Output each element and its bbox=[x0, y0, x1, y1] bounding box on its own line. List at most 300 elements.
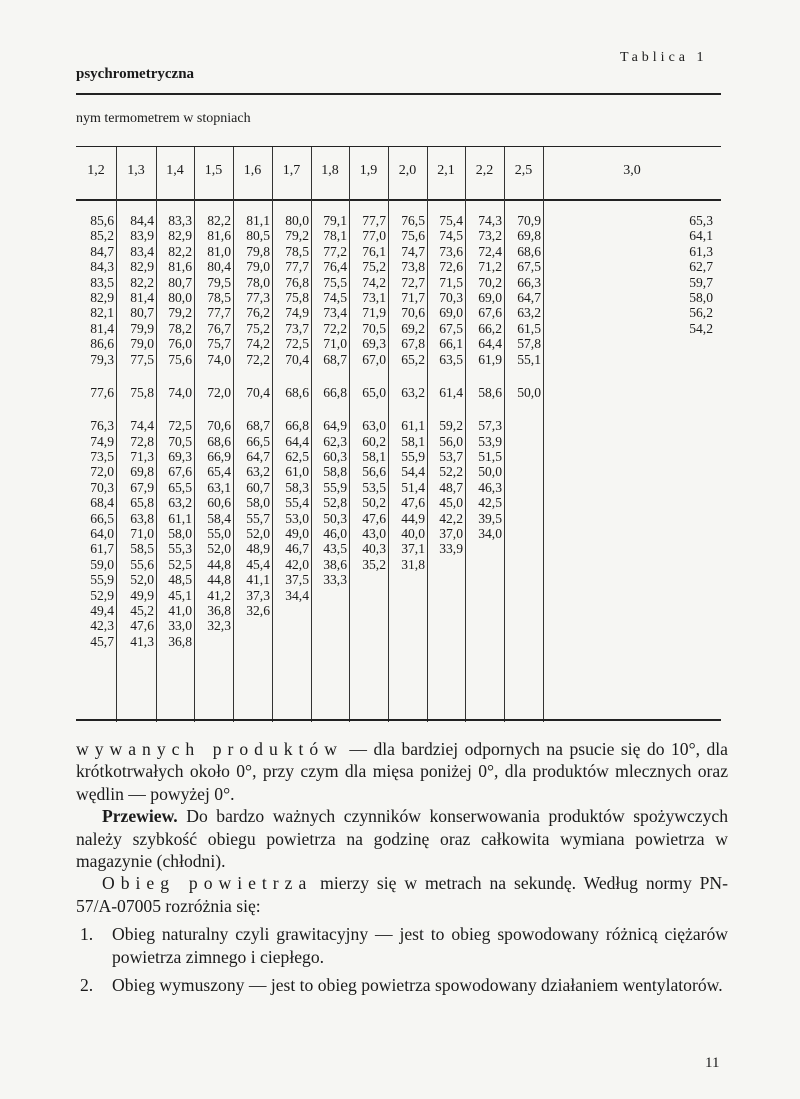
table-cell: 42,2 bbox=[439, 510, 463, 526]
table-cell: 79,5 bbox=[207, 274, 231, 290]
table-number-label: Tablica 1 bbox=[620, 50, 708, 65]
table-column bbox=[388, 213, 425, 572]
table-cell: 71,7 bbox=[401, 289, 425, 305]
table-cell: 60,7 bbox=[246, 479, 270, 495]
column-header: 1,3 bbox=[127, 163, 145, 178]
table-cell: 75,8 bbox=[130, 384, 154, 400]
list-item bbox=[76, 923, 728, 968]
table-cell: 42,3 bbox=[90, 618, 114, 634]
table-cell: 74,9 bbox=[90, 433, 114, 449]
table-cell: 67,6 bbox=[478, 305, 502, 321]
table-cell: 69,8 bbox=[517, 228, 541, 244]
table-cell: 45,7 bbox=[90, 633, 114, 649]
table-cell: 42,5 bbox=[478, 495, 502, 511]
row-gap bbox=[349, 400, 386, 418]
column-divider bbox=[504, 147, 505, 722]
table-cell: 61,7 bbox=[90, 541, 114, 557]
column-header: 3,0 bbox=[623, 163, 641, 178]
table-cell: 67,5 bbox=[439, 320, 463, 336]
list-number: 1. bbox=[80, 924, 94, 945]
table-cell: 35,2 bbox=[362, 556, 386, 572]
table-cell: 76,5 bbox=[401, 213, 425, 228]
table-cell: 48,7 bbox=[439, 479, 463, 495]
table-cell: 56,0 bbox=[439, 433, 463, 449]
table-cell: 82,9 bbox=[130, 259, 154, 275]
table-cell: 53,5 bbox=[362, 479, 386, 495]
paragraph-text: Do bardzo ważnych czynników konserwowania produktów spożywczych należy szybkość obiegu powietrza na godzinę oraz całkowita wymiana powietrza w magazynie (chłodni). bbox=[76, 806, 728, 872]
table-cell: 72,5 bbox=[168, 418, 192, 434]
table-cell: 65,5 bbox=[168, 479, 192, 495]
table-cell: 58,1 bbox=[362, 449, 386, 465]
table-cell: 72,4 bbox=[478, 243, 502, 259]
table-cell: 86,6 bbox=[90, 336, 114, 352]
table-cell: 62,5 bbox=[285, 449, 309, 465]
table-cell: 73,7 bbox=[285, 320, 309, 336]
table-cell: 73,4 bbox=[323, 305, 347, 321]
table-cell: 82,9 bbox=[90, 289, 114, 305]
row-gap bbox=[76, 367, 114, 385]
column-divider bbox=[311, 147, 312, 722]
table-cell: 68,7 bbox=[246, 418, 270, 434]
table-cell: 83,9 bbox=[130, 228, 154, 244]
table-cell: 70,6 bbox=[207, 418, 231, 434]
table-cell: 74,2 bbox=[362, 274, 386, 290]
table-cell: 71,5 bbox=[439, 274, 463, 290]
table-cell: 65,2 bbox=[401, 351, 425, 367]
table-cell: 74,3 bbox=[478, 213, 502, 228]
table-cell: 82,2 bbox=[130, 274, 154, 290]
column-header: 2,5 bbox=[514, 163, 533, 178]
table-cell: 74,0 bbox=[168, 384, 192, 400]
table-cell: 79,3 bbox=[90, 351, 114, 367]
table-cell: 71,0 bbox=[130, 526, 154, 542]
table-column bbox=[311, 213, 347, 588]
table-cell: 55,9 bbox=[401, 449, 425, 465]
table-cell: 70,9 bbox=[517, 213, 541, 228]
table-column bbox=[504, 213, 541, 400]
table-cell: 71,0 bbox=[323, 336, 347, 352]
table-cell: 67,6 bbox=[168, 464, 192, 480]
table-cell: 45,2 bbox=[130, 602, 154, 618]
table-cell: 57,3 bbox=[478, 418, 502, 434]
table-cell: 38,6 bbox=[323, 556, 347, 572]
table-cell: 56,2 bbox=[689, 305, 713, 321]
table-cell: 58,0 bbox=[689, 289, 713, 305]
table-cell: 81,0 bbox=[207, 243, 231, 259]
table-cell: 55,0 bbox=[207, 526, 231, 542]
row-gap bbox=[465, 400, 502, 418]
table-cell: 74,9 bbox=[285, 305, 309, 321]
column-header: 1,5 bbox=[204, 163, 223, 178]
table-cell: 67,8 bbox=[401, 336, 425, 352]
table-cell: 77,3 bbox=[246, 289, 270, 305]
table-cell: 70,3 bbox=[439, 289, 463, 305]
psychrometric-table bbox=[76, 146, 721, 722]
table-cell: 75,4 bbox=[439, 213, 463, 228]
table-cell: 65,8 bbox=[130, 495, 154, 511]
table-cell: 64,4 bbox=[285, 433, 309, 449]
table-cell: 76,8 bbox=[285, 274, 309, 290]
table-cell: 62,3 bbox=[323, 433, 347, 449]
table-cell: 70,5 bbox=[362, 320, 386, 336]
paragraph-storage bbox=[76, 738, 728, 805]
table-cell: 80,5 bbox=[246, 228, 270, 244]
table-cell: 37,3 bbox=[246, 587, 270, 603]
table-cell: 76,7 bbox=[207, 320, 231, 336]
table-cell: 85,6 bbox=[90, 213, 114, 228]
column-divider bbox=[194, 147, 195, 722]
table-column bbox=[465, 213, 502, 541]
table-cell: 50,0 bbox=[478, 464, 502, 480]
column-header: 1,6 bbox=[243, 163, 262, 178]
row-gap bbox=[388, 400, 425, 418]
table-cell: 75,8 bbox=[285, 289, 309, 305]
table-cell: 66,5 bbox=[90, 510, 114, 526]
table-cell: 72,0 bbox=[207, 384, 231, 400]
table-cell: 66,1 bbox=[439, 336, 463, 352]
table-cell: 76,0 bbox=[168, 336, 192, 352]
table-cell: 60,2 bbox=[362, 433, 386, 449]
table-cell: 64,1 bbox=[689, 228, 713, 244]
table-cell: 67,5 bbox=[517, 259, 541, 275]
table-cell: 43,5 bbox=[323, 541, 347, 557]
table-cell: 72,6 bbox=[439, 259, 463, 275]
column-header: 1,2 bbox=[87, 163, 105, 178]
table-cell: 36,8 bbox=[168, 633, 192, 649]
row-gap bbox=[388, 367, 425, 385]
table-cell: 63,2 bbox=[246, 464, 270, 480]
table-column bbox=[272, 213, 309, 603]
paragraph-przewiew bbox=[76, 805, 728, 872]
table-cell: 45,4 bbox=[246, 556, 270, 572]
table-cell: 58,0 bbox=[246, 495, 270, 511]
table-cell: 77,0 bbox=[362, 228, 386, 244]
row-gap bbox=[311, 400, 347, 418]
table-cell: 83,3 bbox=[168, 213, 192, 228]
table-cell: 73,1 bbox=[362, 289, 386, 305]
table-cell: 44,8 bbox=[207, 572, 231, 588]
column-header: 1,8 bbox=[321, 163, 339, 178]
table-cell: 55,4 bbox=[285, 495, 309, 511]
table-cell: 79,2 bbox=[285, 228, 309, 244]
table-cell: 81,4 bbox=[90, 320, 114, 336]
table-cell: 67,0 bbox=[362, 351, 386, 367]
list-text: Obieg wymuszony — jest to obieg powietrza spowodowany działaniem wentylatorów. bbox=[112, 975, 723, 996]
table-cell: 79,9 bbox=[130, 320, 154, 336]
table-cell: 42,0 bbox=[285, 556, 309, 572]
table-cell: 66,8 bbox=[285, 418, 309, 434]
table-cell: 37,5 bbox=[285, 572, 309, 588]
table-cell: 63,2 bbox=[168, 495, 192, 511]
table-cell: 64,9 bbox=[323, 418, 347, 434]
table-cell: 44,9 bbox=[401, 510, 425, 526]
table-cell: 82,2 bbox=[207, 213, 231, 228]
spaced-term: wywanych produktów bbox=[76, 739, 343, 759]
table-cell: 46,0 bbox=[323, 526, 347, 542]
column-divider bbox=[465, 147, 466, 722]
column-divider bbox=[543, 147, 544, 722]
table-cell: 52,0 bbox=[130, 572, 154, 588]
table-cell: 47,6 bbox=[362, 510, 386, 526]
column-divider bbox=[388, 147, 389, 722]
table-cell: 76,2 bbox=[246, 305, 270, 321]
table-cell: 33,9 bbox=[439, 541, 463, 557]
table-cell: 63,2 bbox=[401, 384, 425, 400]
table-cell: 61,3 bbox=[689, 243, 713, 259]
table-cell: 63,5 bbox=[439, 351, 463, 367]
table-cell: 75,2 bbox=[362, 259, 386, 275]
table-cell: 60,3 bbox=[323, 449, 347, 465]
table-cell: 64,7 bbox=[517, 289, 541, 305]
table-cell: 74,2 bbox=[246, 336, 270, 352]
table-column bbox=[116, 213, 154, 649]
row-gap bbox=[349, 367, 386, 385]
column-divider bbox=[233, 147, 234, 722]
column-header: 2,1 bbox=[437, 163, 455, 178]
row-gap bbox=[116, 367, 154, 385]
table-cell: 52,2 bbox=[439, 464, 463, 480]
table-cell: 44,8 bbox=[207, 556, 231, 572]
row-gap bbox=[504, 367, 541, 385]
table-cell: 60,6 bbox=[207, 495, 231, 511]
table-cell: 55,9 bbox=[90, 572, 114, 588]
table-cell: 45,1 bbox=[168, 587, 192, 603]
table-cell: 77,7 bbox=[362, 213, 386, 228]
table-cell: 63,2 bbox=[517, 305, 541, 321]
table-cell: 85,2 bbox=[90, 228, 114, 244]
table-cell: 77,7 bbox=[285, 259, 309, 275]
column-divider bbox=[116, 147, 117, 722]
table-header-row bbox=[76, 147, 721, 201]
table-cell: 33,0 bbox=[168, 618, 192, 634]
table-cell: 55,7 bbox=[246, 510, 270, 526]
table-cell: 75,6 bbox=[401, 228, 425, 244]
table-cell: 79,1 bbox=[323, 213, 347, 228]
table-cell: 45,0 bbox=[439, 495, 463, 511]
table-cell: 70,6 bbox=[401, 305, 425, 321]
table-cell: 51,4 bbox=[401, 479, 425, 495]
table-cell: 61,4 bbox=[439, 384, 463, 400]
paragraph-text: mierzy się w metrach na sekundę. Według normy PN-57/A-07005 rozróżnia się: bbox=[76, 873, 728, 916]
bold-term: Przewiew. bbox=[102, 806, 178, 827]
table-column bbox=[156, 213, 192, 649]
table-cell: 41,2 bbox=[207, 587, 231, 603]
table-cell: 49,0 bbox=[285, 526, 309, 542]
column-divider bbox=[349, 147, 350, 722]
table-cell: 59,0 bbox=[90, 556, 114, 572]
table-cell: 73,6 bbox=[439, 243, 463, 259]
table-cell: 32,6 bbox=[246, 602, 270, 618]
table-cell: 54,4 bbox=[401, 464, 425, 480]
table-cell: 70,2 bbox=[478, 274, 502, 290]
table-cell: 55,3 bbox=[168, 541, 192, 557]
table-cell: 80,4 bbox=[207, 259, 231, 275]
table-cell: 74,7 bbox=[401, 243, 425, 259]
table-cell: 52,5 bbox=[168, 556, 192, 572]
table-cell: 65,3 bbox=[689, 213, 713, 228]
table-column bbox=[76, 213, 114, 649]
table-cell: 79,2 bbox=[168, 305, 192, 321]
table-subheading: nym termometrem w stopniach bbox=[76, 111, 251, 126]
bottom-rule bbox=[76, 719, 721, 721]
table-cell: 74,4 bbox=[130, 418, 154, 434]
table-cell: 63,0 bbox=[362, 418, 386, 434]
table-cell: 76,1 bbox=[362, 243, 386, 259]
table-cell: 66,3 bbox=[517, 274, 541, 290]
table-cell: 52,8 bbox=[323, 495, 347, 511]
row-gap bbox=[194, 400, 231, 418]
table-cell: 78,5 bbox=[207, 289, 231, 305]
table-cell: 68,6 bbox=[285, 384, 309, 400]
table-cell: 62,7 bbox=[689, 259, 713, 275]
table-cell: 71,2 bbox=[478, 259, 502, 275]
table-column bbox=[349, 213, 386, 572]
table-cell: 70,5 bbox=[168, 433, 192, 449]
list-item bbox=[76, 974, 728, 996]
table-cell: 77,2 bbox=[323, 243, 347, 259]
column-divider bbox=[272, 147, 273, 722]
table-cell: 68,7 bbox=[323, 351, 347, 367]
table-cell: 69,3 bbox=[168, 449, 192, 465]
body-text bbox=[76, 738, 728, 996]
table-cell: 84,7 bbox=[90, 243, 114, 259]
table-cell: 58,4 bbox=[207, 510, 231, 526]
table-cell: 52,0 bbox=[207, 541, 231, 557]
column-header: 2,2 bbox=[475, 163, 494, 178]
table-cell: 69,0 bbox=[478, 289, 502, 305]
table-cell: 66,9 bbox=[207, 449, 231, 465]
table-cell: 75,5 bbox=[323, 274, 347, 290]
table-cell: 58,6 bbox=[478, 384, 502, 400]
table-cell: 72,8 bbox=[130, 433, 154, 449]
table-cell: 66,5 bbox=[246, 433, 270, 449]
table-cell: 75,2 bbox=[246, 320, 270, 336]
table-cell: 50,2 bbox=[362, 495, 386, 511]
table-cell: 66,2 bbox=[478, 320, 502, 336]
table-cell: 55,1 bbox=[517, 351, 541, 367]
table-cell: 81,6 bbox=[207, 228, 231, 244]
page-number: 11 bbox=[705, 1055, 720, 1071]
table-cell: 34,4 bbox=[285, 587, 309, 603]
table-cell: 72,2 bbox=[323, 320, 347, 336]
table-cell: 32,3 bbox=[207, 618, 231, 634]
table-cell: 58,5 bbox=[130, 541, 154, 557]
table-cell: 52,9 bbox=[90, 587, 114, 603]
table-cell: 70,4 bbox=[246, 384, 270, 400]
table-cell: 83,5 bbox=[90, 274, 114, 290]
table-cell: 54,2 bbox=[689, 320, 713, 336]
table-cell: 61,1 bbox=[168, 510, 192, 526]
table-cell: 46,7 bbox=[285, 541, 309, 557]
table-cell: 47,6 bbox=[130, 618, 154, 634]
table-cell: 77,6 bbox=[90, 384, 114, 400]
table-cell: 81,6 bbox=[168, 259, 192, 275]
row-gap bbox=[427, 400, 463, 418]
table-cell: 48,9 bbox=[246, 541, 270, 557]
row-gap bbox=[272, 367, 309, 385]
numbered-list bbox=[76, 923, 728, 996]
table-cell: 68,6 bbox=[517, 243, 541, 259]
table-cell: 81,4 bbox=[130, 289, 154, 305]
table-cell: 61,9 bbox=[478, 351, 502, 367]
table-cell: 72,5 bbox=[285, 336, 309, 352]
table-cell: 74,5 bbox=[323, 289, 347, 305]
table-cell: 64,0 bbox=[90, 526, 114, 542]
table-cell: 69,2 bbox=[401, 320, 425, 336]
table-cell: 49,4 bbox=[90, 602, 114, 618]
spaced-term: Obieg powietrza bbox=[102, 873, 313, 894]
table-cell: 71,3 bbox=[130, 449, 154, 465]
row-gap bbox=[233, 400, 270, 418]
list-text: Obieg naturalny czyli grawitacyjny — jest to obieg spowodowany różnicą ciężarów powietrza zimnego i ciepłego. bbox=[112, 924, 728, 967]
table-cell: 71,9 bbox=[362, 305, 386, 321]
row-gap bbox=[194, 367, 231, 385]
table-cell: 80,0 bbox=[168, 289, 192, 305]
table-cell: 82,2 bbox=[168, 243, 192, 259]
table-cell: 70,3 bbox=[90, 479, 114, 495]
table-cell: 72,0 bbox=[90, 464, 114, 480]
table-cell: 64,4 bbox=[478, 336, 502, 352]
table-cell: 65,0 bbox=[362, 384, 386, 400]
table-cell: 69,3 bbox=[362, 336, 386, 352]
table-cell: 74,0 bbox=[207, 351, 231, 367]
row-gap bbox=[233, 367, 270, 385]
table-cell: 40,0 bbox=[401, 526, 425, 542]
table-cell: 70,4 bbox=[285, 351, 309, 367]
paragraph-text: — dla bardziej odpornych na psucie się do 10°, dla krótkotrwałych około 0°, przy czym dla mięsa poniżej 0°, dla produktów mlecznych oraz wędlin — powyżej 0°. bbox=[76, 739, 728, 804]
table-cell: 53,7 bbox=[439, 449, 463, 465]
table-cell: 73,5 bbox=[90, 449, 114, 465]
column-divider bbox=[427, 147, 428, 722]
table-cell: 59,2 bbox=[439, 418, 463, 434]
table-cell: 83,4 bbox=[130, 243, 154, 259]
table-cell: 43,0 bbox=[362, 526, 386, 542]
table-cell: 46,3 bbox=[478, 479, 502, 495]
table-cell: 78,5 bbox=[285, 243, 309, 259]
table-cell: 37,0 bbox=[439, 526, 463, 542]
table-cell: 56,6 bbox=[362, 464, 386, 480]
table-cell: 52,0 bbox=[246, 526, 270, 542]
table-cell: 41,0 bbox=[168, 602, 192, 618]
table-cell: 41,3 bbox=[130, 633, 154, 649]
table-cell: 63,1 bbox=[207, 479, 231, 495]
table-cell: 37,1 bbox=[401, 541, 425, 557]
table-cell: 57,8 bbox=[517, 336, 541, 352]
table-cell: 68,4 bbox=[90, 495, 114, 511]
column-header: 2,0 bbox=[398, 163, 417, 178]
table-cell: 53,0 bbox=[285, 510, 309, 526]
table-cell: 33,3 bbox=[323, 572, 347, 588]
table-cell: 50,3 bbox=[323, 510, 347, 526]
row-gap bbox=[272, 400, 309, 418]
list-number: 2. bbox=[80, 975, 94, 996]
table-cell: 75,6 bbox=[168, 351, 192, 367]
table-cell: 80,7 bbox=[168, 274, 192, 290]
table-cell: 69,0 bbox=[439, 305, 463, 321]
table-cell: 79,8 bbox=[246, 243, 270, 259]
table-cell: 73,2 bbox=[478, 228, 502, 244]
table-cell: 84,4 bbox=[130, 213, 154, 228]
table-cell: 58,1 bbox=[401, 433, 425, 449]
table-cell: 61,5 bbox=[517, 320, 541, 336]
table-cell: 58,3 bbox=[285, 479, 309, 495]
table-column bbox=[194, 213, 231, 634]
table-cell: 67,9 bbox=[130, 479, 154, 495]
table-cell: 77,5 bbox=[130, 351, 154, 367]
table-cell: 51,5 bbox=[478, 449, 502, 465]
table-cell: 68,6 bbox=[207, 433, 231, 449]
table-cell: 84,3 bbox=[90, 259, 114, 275]
